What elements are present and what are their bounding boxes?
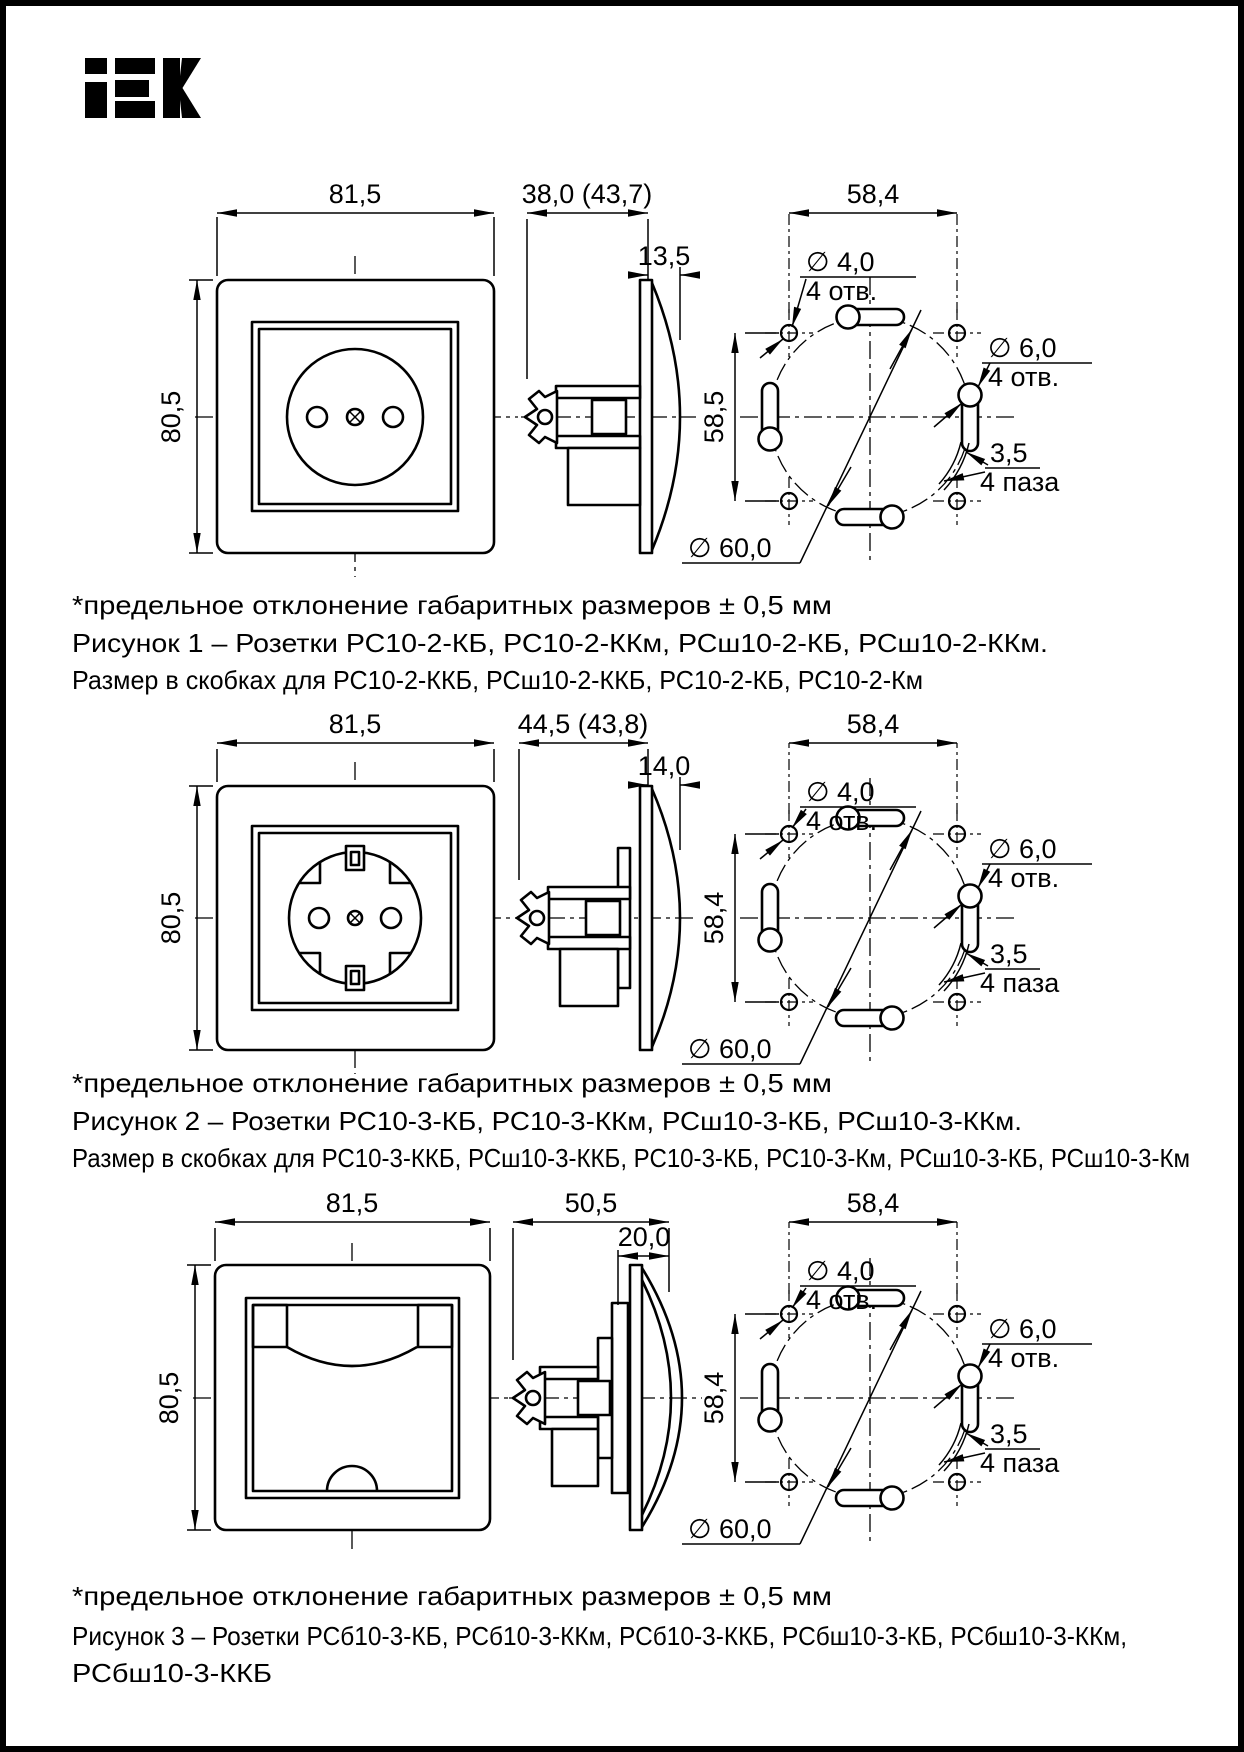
dim-hole-big-dia: ∅ 6,0 — [988, 834, 1057, 864]
dim-hole-small-count: 4 отв. — [806, 806, 878, 836]
dim-hole-small-count: 4 отв. — [806, 276, 878, 306]
dim-mount-circle: ∅ 60,0 — [688, 1034, 772, 1064]
figure-3-front-view — [193, 1243, 520, 1552]
dim-mount-circle: ∅ 60,0 — [688, 1514, 772, 1544]
iek-logo-icon — [85, 58, 201, 118]
dim-front-width: 81,5 — [328, 179, 382, 209]
dim-side-front: 13,5 — [637, 241, 691, 271]
mounting-claw-icon — [513, 1372, 545, 1424]
dim-hole-small-dia: ∅ 4,0 — [806, 777, 875, 807]
dim-holes-width: 58,4 — [846, 709, 900, 739]
dim-hole-big-count: 4 отв. — [988, 362, 1060, 392]
dim-slot-count: 4 паза — [980, 467, 1060, 497]
dim-front-width: 81,5 — [328, 709, 382, 739]
dim-slot-count: 4 паза — [980, 968, 1060, 998]
mounting-claw-icon — [525, 391, 557, 443]
figure-2-caption-line1: Рисунок 2 – Розетки РС10-3-КБ, РС10-3-ККм, РСш10-3-КБ, РСш10-3-ККм. — [72, 1106, 1022, 1136]
figure-2 — [72, 709, 1190, 1173]
figure-3-caption-line2: РСбш10-3-ККБ — [72, 1658, 272, 1688]
figure-1 — [72, 179, 1092, 695]
dim-holes-width: 58,4 — [846, 1188, 900, 1218]
dim-front-height: 80,5 — [156, 390, 186, 444]
dim-front-width: 81,5 — [325, 1188, 379, 1218]
dim-side-front: 14,0 — [637, 751, 691, 781]
dim-holes-height: 58,4 — [699, 891, 729, 945]
figure-3-caption-line1: Рисунок 3 – Розетки РСб10-3-КБ, РСб10-3-ККм, РСб10-3-ККБ, РСбш10-3-КБ, РСбш10-3-ККм, — [72, 1621, 1127, 1651]
dim-side-front: 20,0 — [617, 1222, 671, 1252]
figure-1-front-view — [156, 179, 518, 577]
dim-hole-big-dia: ∅ 6,0 — [988, 1314, 1057, 1344]
dim-front-height: 80,5 — [154, 1371, 184, 1425]
dim-side-depth: 44,5 (43,8) — [517, 709, 649, 739]
dim-holes-width: 58,4 — [846, 179, 900, 209]
dim-hole-small-count: 4 отв. — [806, 1285, 878, 1315]
figure-1-caption-line1: Рисунок 1 – Розетки РС10-2-КБ, РС10-2-ККм, РСш10-2-КБ, РСш10-2-ККм. — [72, 628, 1048, 658]
figure-1-caption-line2: Размер в скобках для РС10-2-ККБ, РСш10-2-ККБ, РС10-2-КБ, РС10-2-Км — [72, 665, 923, 695]
dim-hole-big-count: 4 отв. — [988, 1343, 1060, 1373]
dim-hole-small-dia: ∅ 4,0 — [806, 247, 875, 277]
figure-2-mounting-pattern — [682, 709, 1092, 1064]
dim-hole-small-dia: ∅ 4,0 — [806, 1256, 875, 1286]
figure-1-mounting-pattern — [682, 179, 1092, 563]
figure-3 — [72, 1188, 1127, 1688]
dim-side-depth: 38,0 (43,7) — [521, 179, 653, 209]
figure-2-note: *предельное отклонение габаритных размеров ± 0,5 мм — [72, 1068, 832, 1098]
dim-front-height: 80,5 — [156, 891, 186, 945]
figure-3-mounting-pattern — [682, 1188, 1092, 1544]
figure-2-caption-line2: Размер в скобках для РС10-3-ККБ, РСш10-3-ККБ, РС10-3-КБ, РС10-3-Км, РСш10-3-КБ, РСш10-3-Км — [72, 1143, 1190, 1173]
dim-holes-height: 58,4 — [699, 1371, 729, 1425]
figure-1-side-view — [521, 179, 700, 553]
dim-hole-big-count: 4 отв. — [988, 863, 1060, 893]
figure-3-note: *предельное отклонение габаритных размеров ± 0,5 мм — [72, 1581, 832, 1611]
dim-slot-width: 3,5 — [990, 939, 1028, 969]
dim-holes-height: 58,5 — [699, 390, 729, 444]
dim-side-depth: 50,5 — [564, 1188, 618, 1218]
dim-hole-big-dia: ∅ 6,0 — [988, 333, 1057, 363]
figure-1-note: *предельное отклонение габаритных размеров ± 0,5 мм — [72, 590, 832, 620]
dim-slot-width: 3,5 — [990, 1419, 1028, 1449]
figure-2-side-view — [515, 709, 700, 1050]
mounting-claw-icon — [517, 892, 549, 944]
dim-mount-circle: ∅ 60,0 — [688, 533, 772, 563]
figure-2-front-view — [156, 709, 518, 1074]
dim-slot-width: 3,5 — [990, 438, 1028, 468]
dim-slot-count: 4 паза — [980, 1448, 1060, 1478]
